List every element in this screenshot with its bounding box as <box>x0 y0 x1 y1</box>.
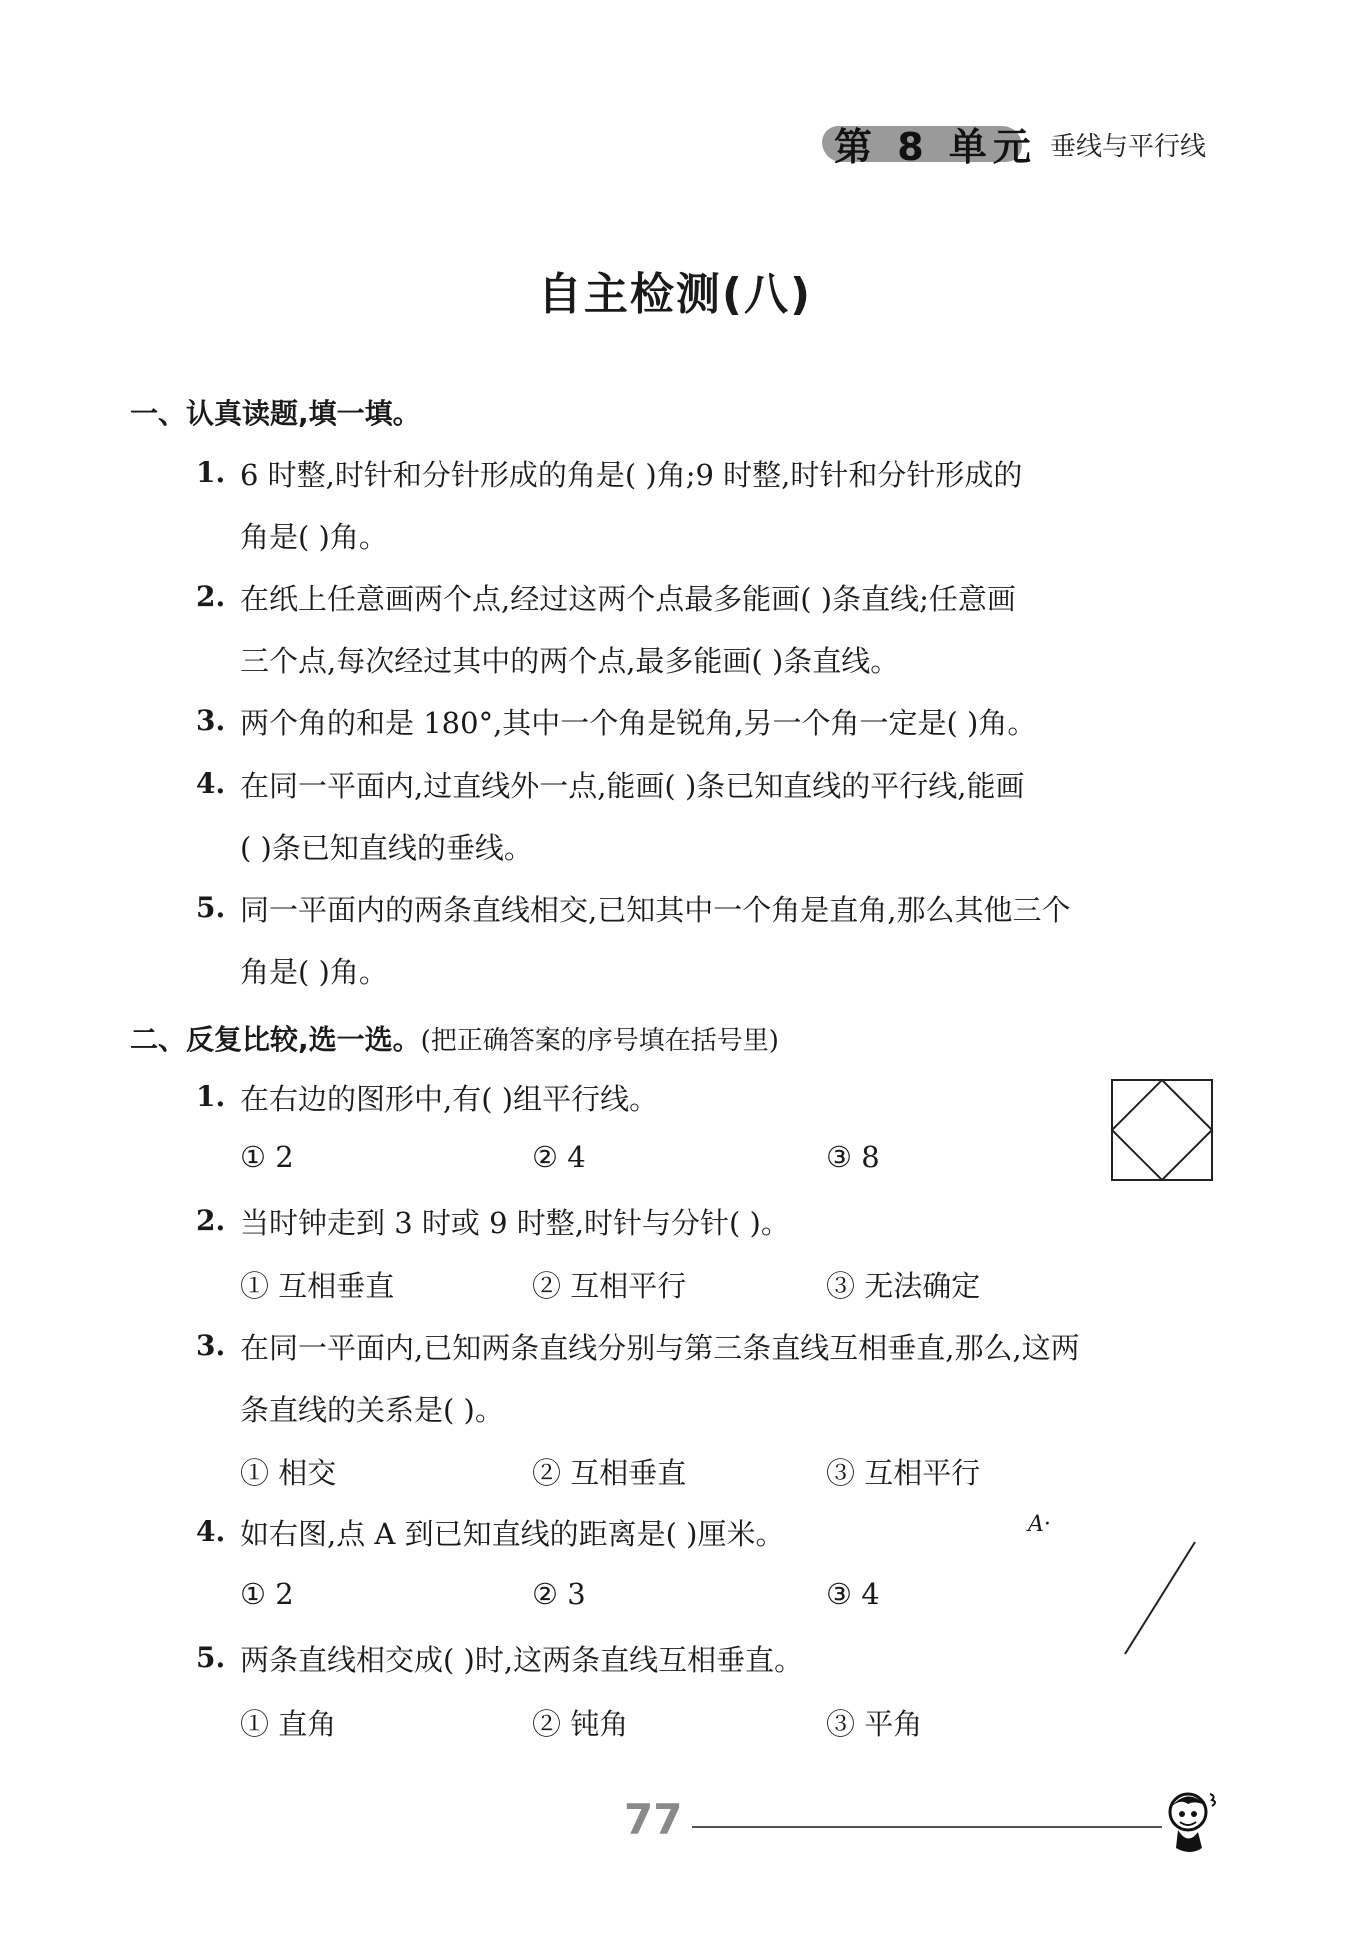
s2-q2-line-1: 当时钟走到 3 时或 9 时整,时针与分针( )。 <box>240 1206 790 1240</box>
footer-rule <box>692 1826 1162 1828</box>
s1-q4-line-1: 在同一平面内,过直线外一点,能画( )条已知直线的平行线,能画 <box>240 769 1025 803</box>
s1-q3-number: 3. <box>196 704 226 737</box>
s1-q5-line-2: 角是( )角。 <box>240 955 388 989</box>
s2-q4-line-1: 如右图,点 A 到已知直线的距离是( )厘米。 <box>240 1517 785 1551</box>
s1-q5-line-1: 同一平面内的两条直线相交,已知其中一个角是直角,那么其他三个 <box>240 893 1071 927</box>
s2-q5-line-1: 两条直线相交成( )时,这两条直线互相垂直。 <box>240 1643 804 1677</box>
cartoon-mascot-icon <box>1160 1786 1226 1856</box>
s2-q3-option-2: ② 互相垂直 <box>532 1456 687 1490</box>
s2-q1-option-1: ① 2 <box>240 1140 294 1174</box>
section-2-title <box>130 1018 779 1058</box>
s2-q3-option-3: ③ 互相平行 <box>826 1456 981 1490</box>
s2-q3-option-1: ① 相交 <box>240 1456 337 1490</box>
s1-q1-line-2: 角是( )角。 <box>240 520 388 554</box>
section-2-note: (把正确答案的序号填在括号里) <box>420 1026 779 1056</box>
s1-q2-line-2: 三个点,每次经过其中的两个点,最多能画( )条直线。 <box>240 644 900 678</box>
unit-header <box>822 112 1242 172</box>
section-1-title: 一、认真读题,填一填。 <box>130 397 421 430</box>
page-title: 自主检测(八) <box>537 269 813 320</box>
s1-q3-line-1: 两个角的和是 180°,其中一个角是锐角,另一个角一定是( )角。 <box>240 706 1037 740</box>
page-number: 77 <box>624 1795 683 1844</box>
s1-q1-number: 1. <box>196 456 226 489</box>
s2-q2-number: 2. <box>196 1204 226 1237</box>
s2-q1-option-3: ③ 8 <box>826 1140 880 1174</box>
s2-q4-option-1: ① 2 <box>240 1577 294 1611</box>
given-line-figure <box>1115 1538 1205 1658</box>
unit-label: 第 8 单元 <box>834 125 1037 169</box>
s2-q3-number: 3. <box>196 1329 226 1362</box>
point-a-letter: A <box>1028 1512 1044 1537</box>
s2-q5-option-1: ① 直角 <box>240 1707 337 1741</box>
point-a-label: A· <box>1028 1512 1051 1537</box>
unit-topic: 垂线与平行线 <box>1050 132 1207 162</box>
s2-q4-option-3: ③ 4 <box>826 1577 880 1611</box>
s2-q5-option-2: ② 钝角 <box>532 1707 629 1741</box>
s1-q2-number: 2. <box>196 580 226 613</box>
section-2-title-text: 二、反复比较,选一选。 <box>130 1023 421 1056</box>
square-diamond-figure <box>1110 1078 1216 1184</box>
s2-q2-option-1: ① 互相垂直 <box>240 1269 395 1303</box>
s2-q5-option-3: ③ 平角 <box>826 1707 923 1741</box>
s1-q2-line-1: 在纸上任意画两个点,经过这两个点最多能画( )条直线;任意画 <box>240 582 1016 616</box>
s2-q5-number: 5. <box>196 1641 226 1674</box>
s2-q1-option-2: ② 4 <box>532 1140 586 1174</box>
s2-q3-line-2: 条直线的关系是( )。 <box>240 1393 504 1427</box>
s2-q1-line-1: 在右边的图形中,有( )组平行线。 <box>240 1082 659 1116</box>
s2-q2-option-3: ③ 无法确定 <box>826 1269 981 1303</box>
s2-q4-option-2: ② 3 <box>532 1577 586 1611</box>
s2-q1-number: 1. <box>196 1080 226 1113</box>
s2-q3-line-1: 在同一平面内,已知两条直线分别与第三条直线互相垂直,那么,这两 <box>240 1331 1080 1365</box>
s2-q2-option-2: ② 互相平行 <box>532 1269 687 1303</box>
s1-q5-number: 5. <box>196 891 226 924</box>
s2-q4-number: 4. <box>196 1515 226 1548</box>
s1-q4-line-2: ( )条已知直线的垂线。 <box>240 831 533 865</box>
s1-q1-line-1: 6 时整,时针和分针形成的角是( )角;9 时整,时针和分针形成的 <box>240 458 1023 492</box>
s1-q4-number: 4. <box>196 767 226 800</box>
